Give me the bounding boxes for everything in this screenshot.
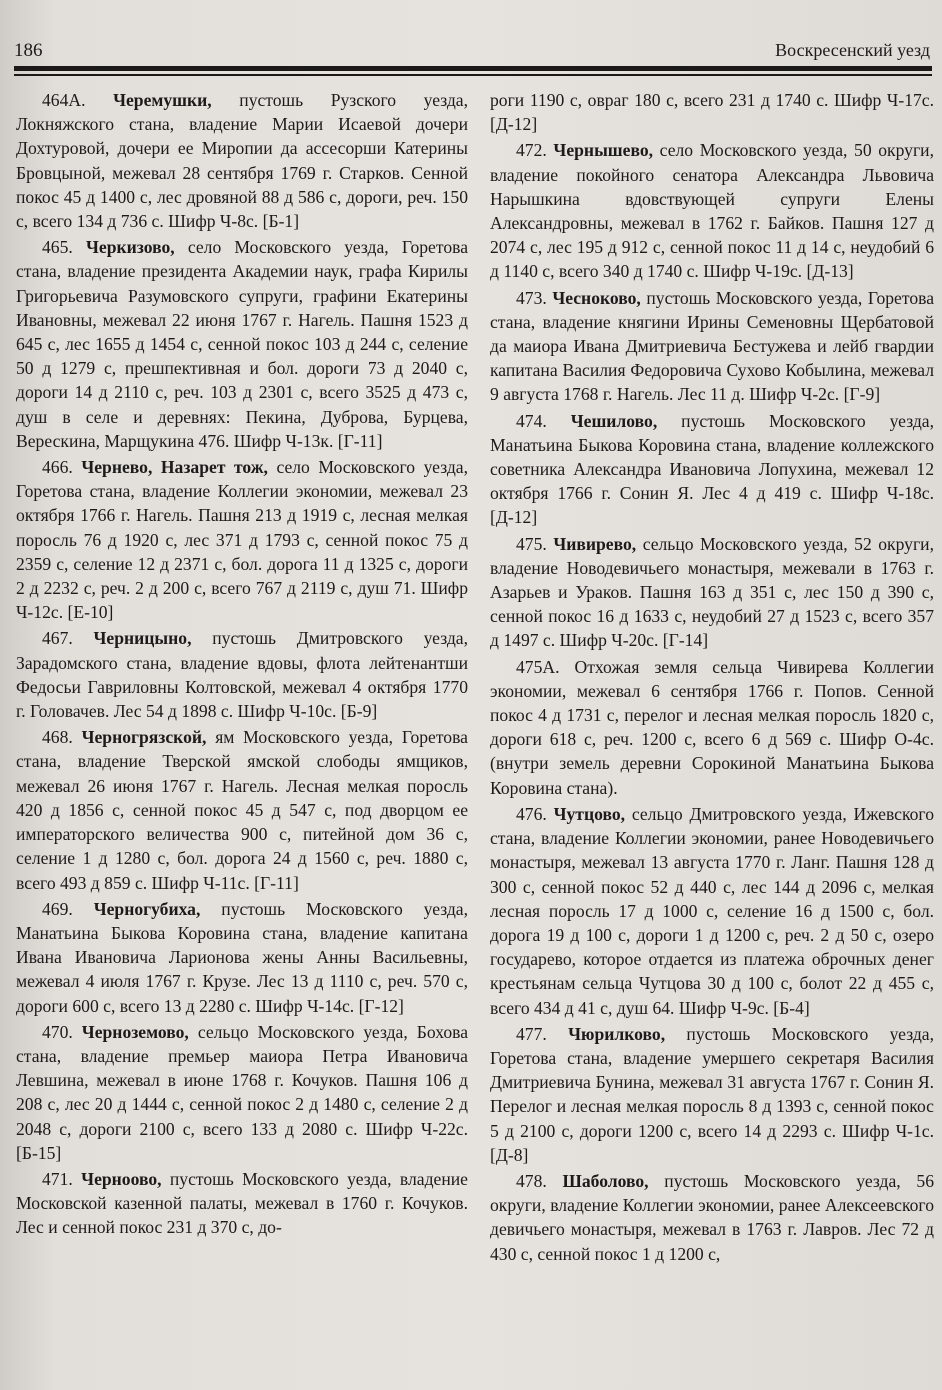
entry-number: 478. (516, 1170, 547, 1191)
entry-text: пустошь Московского уезда, 56 округи, владение Коллегии экономии, ранее Алексеевского девичьего монастыря, межевал в 1763 г. Лавров. Лес 72 д 430 с, сенной покос 1 д 1200 с, (490, 1170, 934, 1264)
dictionary-entry (490, 88, 934, 136)
entry-text: ям Московского уезда, Горетова стана, владение Тверской ямской слободы ямщиков, межевал 26 июня 1767 г. Нагель. Лесная мелкая поросль 420 д 1856 с, сенной покос 45 д 547 с, под дворцом ее императорского величества 900 с, питейной дом 36 с, селение 1 д 1280 с, бол. дорога 24 д 1560 с, реч. 1880 с, всего 493 д 859 с. Шифр Ч-11с. [Г-11] (16, 727, 468, 893)
entry-number: 472. (516, 140, 547, 161)
entry-text: село Московского уезда, Горетова стана, владение президента Академии наук, графа Кирилы Григорьевича Разумовского супруги, графини Екатерины Ивановны, межевал 22 июня 1767 г. Нагель. Пашня 1523 д 645 с, лес 1655 д 1454 с, сенной покос 103 д 244 с, селение 50 д 1279 с, прешпективная и бол. дороги 73 д 2040 с, дороги 14 д 2110 с, реч. 103 д 2301 с, всего 3525 д 473 с, душ в селе и деревнях: Пекина, Дуброва, Бурцева, Верескина, Марщукина 476. Шифр Ч-13к. [Г-11] (16, 237, 468, 451)
entry-number: 469. (42, 898, 73, 919)
entry-text: роги 1190 с, овраг 180 с, всего 231 д 1740 с. Шифр Ч-17с. [Д-12] (490, 90, 934, 135)
entry-number: 475. (516, 533, 547, 554)
dictionary-entry (490, 655, 934, 800)
entry-name: Чешилово, (570, 410, 658, 431)
entry-name: Чюрилково, (568, 1023, 666, 1044)
entry-text: сельцо Московского уезда, 52 округи, владение Новодевичьего монастыря, межевали в 1763 г. Азарьев и Ураков. Пашня 163 д 351 с, лес 150 д 390 с, сенной покос 16 д 1633 с, неудобий 27 д 1523 с, всего 357 д 1497 с. Шифр Ч-20с. [Г-14] (490, 533, 934, 651)
entry-text: пустошь Московского уезда, Горетова стана, владение умершего секретаря Василия Дмитриевича Бунина, межевал 31 августа 1767 г. Сонин Я. Перелог и лесная мелкая поросль 8 д 1393 с, сенной покос 5 д 2100 с, дороги 1200 с, всего 14 д 2293 с. Шифр Ч-1с. [Д-8] (490, 1023, 934, 1165)
entry-name: Чернышево, (553, 140, 654, 161)
entry-number: 477. (516, 1023, 547, 1044)
entry-text: пустошь Рузского уезда, Локняжского стана, владение Марии Исаевой дочери Дохтуровой, дочери ее Миропии да ассесорши Катерины Бровцыной, межевал 28 сентября 1769 г. Старков. Сенной покос 45 д 1400 с, лес дровяной 88 д 586 с, дороги, реч. 150 с, всего 134 д 736 с. Шифр Ч-8с. [Б-1] (16, 90, 468, 232)
dictionary-entry (490, 1022, 934, 1167)
dictionary-entry (16, 897, 468, 1018)
entry-name: Черногрязской, (81, 727, 207, 748)
entry-name: Черкизово, (85, 237, 175, 258)
dictionary-entry (490, 532, 934, 653)
dictionary-entry (16, 88, 468, 233)
dictionary-entry (490, 802, 934, 1020)
entry-text: пустошь Московского уезда, владение Московской казенной палаты, межевал в 1760 г. Кочуков. Лес и сенной покос 231 д 370 с, до- (16, 1168, 468, 1238)
entry-name: Чернево, Назарет тож, (81, 457, 268, 478)
entry-number: 474. (516, 410, 547, 431)
entry-name: Чесноково, (552, 287, 641, 308)
right-column (490, 88, 934, 1380)
entry-number: 467. (42, 628, 73, 649)
dictionary-entry (490, 138, 934, 283)
entry-number: 476. (516, 803, 547, 824)
entry-name: Черемушки, (113, 90, 212, 110)
dictionary-entry (16, 1020, 468, 1165)
entry-text: Отхожая земля сельца Чивирева Коллегии экономии, межевал 6 сентября 1766 г. Попов. Сенной покос 4 д 1731 с, перелог и лесная мелкая поросль 1820 с, дороги 618 с, реч. 1200 с, всего 6 д 569 с. Шифр О-4с. (внутри земель деревни Сорокиной Манатьина Быкова Коровина стана). (490, 656, 934, 798)
running-head: Воскресенский уезд (775, 40, 930, 60)
dictionary-entry (490, 1169, 934, 1266)
page-number: 186 (14, 40, 43, 61)
entry-text: сельцо Дмитровского уезда, Ижевского стана, владение Коллегии экономии, ранее Новодевичьего монастыря, межевал 13 августа 1770 г. Ланг. Пашня 128 д 300 с, сенной покос 52 д 440 с, лес 144 д 2096 с, мелкая лесная поросль 17 д 1000 с, селение 16 д 1500 с, бол. дорога 19 д 100 с, дороги 1 д 1200 с, реч. 2 д 50 с, озеро государево, которое отдается из платежа оброчных денег крестьянам сельца Чутцова 30 д 100 с, болот 22 д 455 с, всего 434 д 41 с, душ 64. Шифр Ч-9с. [Б-4] (490, 803, 934, 1018)
entry-number: 468. (42, 727, 73, 748)
entry-number: 470. (42, 1021, 73, 1042)
header-rule-thick (14, 66, 932, 71)
entry-name: Черницыно, (93, 628, 192, 649)
entry-text: пустошь Дмитровского уезда, Зарадомского стана, владение вдовы, флота лейтенантши Федосьи Гавриловны Колтовской, межевал 4 октября 1770 г. Головачев. Лес 54 д 1898 с. Шифр Ч-10с. [Б-9] (16, 628, 468, 722)
entry-name: Шаболово, (562, 1170, 649, 1191)
entry-text: село Московского уезда, 50 округи, владение покойного сенатора Александра Львовича Нарышкина вдовствующей супруги Елены Александровны, межевал в 1762 г. Байков. Пашня 127 д 2074 с, лес 195 д 912 с, сенной покос 11 д 14 с, неудобий 6 д 1140 с, всего 340 д 1740 с. Шифр Ч-19с. [Д-13] (490, 140, 934, 282)
entry-text: село Московского уезда, Горетова стана, владение Коллегии экономии, межевал 23 октября 1766 г. Нагель. Пашня 213 д 1919 с, лесная мелкая поросль 76 д 1920 с, лес 371 д 1793 с, сенной покос 75 д 2359 с, селение 12 д 2371 с, бол. дорога 11 д 1325 с, дороги 2 д 2232 с, реч. 2 д 200 с, всего 767 д 2119 с, душ 71. Шифр Ч-12с. [Е-10] (16, 457, 468, 623)
dictionary-entry (16, 235, 468, 453)
entry-number: 464А. (42, 90, 86, 110)
dictionary-entry (490, 409, 934, 530)
entry-name: Чивирево, (553, 533, 637, 554)
entry-number: 465. (42, 237, 73, 258)
dictionary-entry (490, 286, 934, 407)
entry-text: пустошь Московского уезда, Манатьина Быкова Коровина стана, владение капитана Ивана Ивановича Ларионова жены Анны Васильевны, межевал 4 июля 1767 г. Крузе. Лес 13 д 1110 с, реч. 570 с, дороги 600 с, всего 13 д 2280 с. Шифр Ч-14с. [Г-12] (16, 898, 468, 1016)
entry-text: пустошь Московского уезда, Манатьина Быкова Коровина стана, владение коллежского советника Александра Ивановича Лопухина, межевал 12 октября 1766 г. Сонин Я. Лес 4 д 419 с. Шифр Ч-18с. [Д-12] (490, 410, 934, 528)
left-column (16, 88, 468, 1380)
entry-name: Черноземово, (81, 1021, 189, 1042)
dictionary-entry (16, 725, 468, 894)
text-columns (16, 88, 932, 1380)
entry-text: сельцо Московского уезда, Бохова стана, владение премьер маиора Петра Ивановича Левшина, межевал в июне 1768 г. Кочуков. Пашня 106 д 208 с, лес 20 д 1444 с, сенной покос 2 д 1480 с, селение 2 д 2048 с, дороги 2100 с, всего 133 д 2080 с. Шифр Ч-22с. [Б-15] (16, 1021, 468, 1163)
entry-text: пустошь Московского уезда, Горетова стана, владение княгини Ирины Семеновны Щербатовой да маиора Ивана Дмитриевича Бестужева и лейб гвардии капитана Василия Федоровича Сухово Кобылина, межевал 9 августа 1768 г. Нагель. Лес 11 д. Шифр Ч-2с. [Г-9] (490, 287, 934, 405)
dictionary-entry (16, 455, 468, 624)
entry-number: 466. (42, 457, 73, 478)
entry-name: Черногубиха, (93, 898, 201, 919)
dictionary-entry (16, 1167, 468, 1240)
entry-number: 473. (516, 287, 547, 308)
entry-number: 475А. (516, 656, 560, 677)
entry-name: Чутцово, (553, 803, 626, 824)
entry-name: Черноово, (81, 1168, 162, 1189)
dictionary-entry (16, 626, 468, 723)
page-header (14, 36, 930, 66)
header-rule-thin (14, 74, 932, 76)
entry-number: 471. (42, 1168, 73, 1189)
